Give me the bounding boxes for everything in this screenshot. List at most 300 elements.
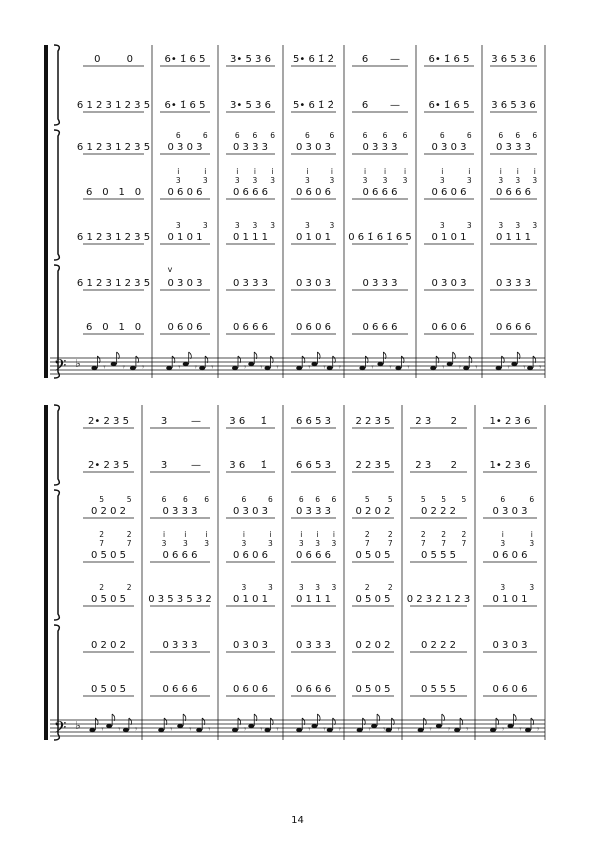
chord-number: 7 <box>461 539 467 548</box>
notation-text: 0 3 3 3 <box>233 142 268 153</box>
notation-text: 3 <box>160 460 168 471</box>
notation-text: 0 3 0 3 <box>492 640 528 651</box>
rest-symbol: 𝄾 <box>507 363 510 373</box>
rest-symbol: 𝄾 <box>243 725 247 735</box>
chord-number: i <box>177 167 180 176</box>
rest-symbol: 𝄾 <box>323 363 326 373</box>
chord-number: 3 <box>515 176 521 185</box>
rest-symbol: 𝄾 <box>207 725 211 735</box>
chord-number: 3 <box>267 539 273 548</box>
notation-text: 0 3 0 3 <box>296 278 331 289</box>
bass-note <box>511 362 517 366</box>
rest-symbol: 𝄾 <box>307 363 311 373</box>
notation-text: 0 1 1 1 <box>296 594 331 605</box>
notation-text: 0 6 6 6 <box>496 187 531 198</box>
chord-number: 6 <box>466 131 472 140</box>
chord-number: 6 <box>298 495 304 504</box>
notation-text: 0 3 3 3 <box>496 278 531 289</box>
notation-text: 0 3 3 3 <box>496 142 531 153</box>
bass-note <box>248 724 254 728</box>
bass-note <box>296 728 302 732</box>
rest-symbol: 𝄾 <box>323 725 326 735</box>
chord-number: 5 <box>387 495 393 504</box>
chord-number: 6 <box>439 131 445 140</box>
chord-number: i <box>468 167 471 176</box>
chord-number: i <box>530 530 533 539</box>
notation-text: 0 6 0 6 <box>431 322 467 333</box>
rest-symbol: 𝄾 <box>141 363 145 373</box>
rest-symbol: 𝄾 <box>368 725 371 735</box>
rest-symbol: 𝄾 <box>474 363 478 373</box>
bass-note <box>395 366 401 370</box>
bass-note <box>447 362 453 366</box>
chord-number: i <box>533 167 536 176</box>
chord-number: i <box>499 167 502 176</box>
bass-note <box>359 366 365 370</box>
chord-number: 3 <box>329 221 335 230</box>
chord-number: 6 <box>304 131 310 140</box>
notation-text: 0 6 0 6 <box>233 550 268 561</box>
chord-number: 5 <box>461 495 467 504</box>
notation-text: 0 5 5 5 <box>421 550 456 561</box>
notation-text: 0 5 0 5 <box>355 550 391 561</box>
notation-text: 0 5 0 5 <box>91 550 126 561</box>
rest-symbol: 𝄾 <box>458 363 461 373</box>
notation-text: 0 3 3 3 <box>362 278 398 289</box>
bass-note <box>311 724 317 728</box>
rest-symbol: 𝄾 <box>276 363 279 373</box>
notation-text: 0 6 0 6 <box>431 187 467 198</box>
chord-number: 3 <box>304 176 310 185</box>
chord-number: i <box>204 167 207 176</box>
bass-note <box>386 728 392 732</box>
rest-symbol: 𝄾 <box>194 363 197 373</box>
notation-text: 6• 1̇ 6 5 <box>428 100 470 111</box>
bass-note <box>89 728 95 732</box>
chord-number: 5 <box>99 495 105 504</box>
notation-text: 0 6 0 6 <box>296 187 331 198</box>
notation-text: 6• 1̇ 6 5 <box>428 54 470 65</box>
bass-note <box>166 366 172 370</box>
notation-text: 0 2 2 2 <box>421 640 456 651</box>
chord-number: 6 <box>252 131 258 140</box>
chord-number: 6 <box>267 495 273 504</box>
chord-number: 3 <box>515 221 521 230</box>
notation-text: 0 6 6 6 <box>296 684 331 695</box>
notation-text: 0 1 0 1 <box>431 232 467 243</box>
chord-number: 2̇ <box>126 530 132 539</box>
chord-number: 6 <box>204 495 210 504</box>
chord-number: 2̇ <box>420 530 426 539</box>
notation-text: 3 6 <box>229 416 246 427</box>
bass-note <box>91 366 97 370</box>
notation-text: 6 <box>361 100 369 111</box>
rest-symbol: 𝄾 <box>101 725 104 735</box>
rest-symbol: 𝄾 <box>260 363 263 373</box>
chord-number: 3 <box>270 176 275 185</box>
chord-number: 3 <box>439 221 445 230</box>
chord-number: 6 <box>270 131 275 140</box>
chord-number: 6 <box>329 131 335 140</box>
instrument-bracket <box>54 405 59 485</box>
notation-text: 0 6 0 6 <box>492 684 528 695</box>
chord-number: 2̇ <box>461 530 467 539</box>
notation-text: 3 <box>160 416 168 427</box>
chord-number: 3 <box>175 221 181 230</box>
rest-symbol: 𝄾 <box>429 725 432 735</box>
rest-symbol: 𝄾 <box>260 725 263 735</box>
notation-text: 0 <box>94 54 101 65</box>
chord-number: 3 <box>500 539 506 548</box>
notation-text: 5• 6 1̇ 2̇ <box>293 54 334 65</box>
chord-number: 6 <box>402 131 408 140</box>
chord-number: 7 <box>126 539 132 548</box>
bass-note <box>463 366 469 370</box>
bass-note <box>111 362 117 366</box>
bass-note <box>311 362 317 366</box>
notation-text: 0 2 0 2 <box>91 640 126 651</box>
notation-text: 2 3 <box>415 460 432 471</box>
notation-text: 0 3 3 3 <box>162 506 198 517</box>
notation-text: 0 6 6 6 <box>362 187 398 198</box>
notation-text: 0 <box>126 54 133 65</box>
notation-text: 0 6 6 6 <box>233 322 268 333</box>
chord-number: 3 <box>298 583 304 592</box>
notation-text: 3• 5 3 6 <box>230 100 271 111</box>
chord-number: 3 <box>202 221 208 230</box>
notation-text: 0 6 0 6 <box>492 550 528 561</box>
chord-number: 3 <box>298 539 304 548</box>
notation-text: 0 3 0 3 <box>296 142 331 153</box>
notation-text: — <box>191 416 201 427</box>
chord-number: i <box>242 530 245 539</box>
rest-symbol: 𝄾 <box>210 363 214 373</box>
bass-note <box>327 728 333 732</box>
notation-text: 6 <box>85 187 93 198</box>
notation-text: 0 6 1̇ 6 1̇ 6 5 <box>348 232 412 243</box>
notation-text: 0 1 0 1 <box>233 594 268 605</box>
bass-note <box>357 728 363 732</box>
chord-number: 3 <box>204 539 210 548</box>
rest-symbol: 𝄾 <box>134 725 138 735</box>
chord-number: 3 <box>182 539 188 548</box>
instrument-bracket <box>54 490 59 620</box>
notation-text: 1• 2 3 6 <box>489 416 531 427</box>
rest-symbol: 𝄾 <box>389 363 392 373</box>
chord-number: 2̇ <box>99 530 105 539</box>
rest-symbol: 𝄾 <box>397 725 400 735</box>
rest-symbol: 𝄾 <box>338 363 341 373</box>
rest-symbol: 𝄾 <box>519 725 522 735</box>
chord-number: 6 <box>515 131 521 140</box>
chord-number: i <box>271 167 274 176</box>
notation-text: 0 6 6 6 <box>296 550 331 561</box>
notation-text: 0 2 0 2 <box>91 506 126 517</box>
notation-text: — <box>390 54 400 65</box>
notation-text: 2 <box>450 460 457 471</box>
bass-note <box>496 366 502 370</box>
notation-text: 0 6 6 6 <box>162 684 198 695</box>
notation-text: 0 6 6 6 <box>362 322 398 333</box>
notation-text: 6 <box>85 322 93 333</box>
bass-note <box>265 366 271 370</box>
chord-number: 3 <box>466 176 472 185</box>
notation-text: 0 6 6 6 <box>496 322 531 333</box>
chord-number: i <box>383 167 387 176</box>
chord-number: 7 <box>420 539 426 548</box>
chord-number: 3 <box>175 176 181 185</box>
chord-number: 6 <box>529 495 535 504</box>
notation-text: 2 2 3 5 <box>355 416 391 427</box>
notation-text: 0 3 0 3 <box>233 506 268 517</box>
notation-text: 0 3 0 3 <box>233 640 268 651</box>
chord-number: 6 <box>234 131 240 140</box>
notation-text: 2 3 <box>415 416 432 427</box>
chord-number: 6 <box>532 131 538 140</box>
rest-symbol: 𝄾 <box>407 363 410 373</box>
notation-text: 3 6 5 3 6 <box>491 100 536 111</box>
notation-text: 0 5 0 5 <box>91 594 126 605</box>
chord-number: 6 <box>500 495 506 504</box>
notation-text: 0 2 2 2 <box>421 506 456 517</box>
bass-note <box>430 366 436 370</box>
chord-number: 6 <box>498 131 504 140</box>
notation-text: 0 3 0 3 <box>167 142 203 153</box>
notation-text: 1̇ <box>260 416 267 427</box>
notation-text: 0 3 0 3 <box>431 142 467 153</box>
notation-text: 1 <box>118 322 125 333</box>
rest-symbol: 𝄾 <box>501 725 505 735</box>
chord-number: i <box>184 530 187 539</box>
notation-text: 6 1 2 3 1 2 3 5 <box>76 278 151 289</box>
flat-sign-icon: ♭ <box>75 357 81 370</box>
chord-number: 3 <box>402 176 408 185</box>
bass-note <box>525 728 531 732</box>
chord-number: 3 <box>252 221 258 230</box>
chord-number: 3 <box>304 221 310 230</box>
rest-symbol: 𝄾 <box>307 725 311 735</box>
bass-note <box>248 362 254 366</box>
chord-number: 3 <box>267 583 273 592</box>
bass-note <box>527 366 533 370</box>
chord-number: 5 <box>126 495 132 504</box>
bass-clef-icon: 𝄢 <box>53 717 67 741</box>
chord-number: 3 <box>329 176 335 185</box>
bass-note <box>436 724 442 728</box>
notation-text: 6• 1̇ 6 5 <box>164 54 206 65</box>
notation-text: 6 <box>361 54 369 65</box>
rest-symbol: 𝄾 <box>523 363 526 373</box>
rest-symbol: 𝄾 <box>243 363 247 373</box>
chord-number: 3 <box>234 176 240 185</box>
notation-text: 1̇ <box>260 460 267 471</box>
rest-symbol: 𝄾 <box>371 363 374 373</box>
chord-number: 2 <box>387 583 393 592</box>
bass-note <box>158 728 164 732</box>
notation-text: 6 1 2 3 1 2 3 5 <box>76 100 151 111</box>
notation-text: 0 2 0 2 <box>355 640 391 651</box>
notation-text: 3• 5 3 6 <box>230 54 271 65</box>
instrument-bracket <box>54 45 59 125</box>
notation-text: 0 3 3 3 <box>296 506 331 517</box>
chord-number: 7 <box>387 539 393 548</box>
bass-note <box>106 724 112 728</box>
chord-number: 3 <box>331 539 337 548</box>
chord-number: 3 <box>331 583 337 592</box>
notation-text: 0 6 0 6 <box>167 322 203 333</box>
notation-text: 0 <box>102 187 109 198</box>
bass-note <box>371 724 377 728</box>
bass-note <box>232 366 238 370</box>
rest-symbol: 𝄾 <box>538 363 542 373</box>
bass-note <box>130 366 136 370</box>
notation-text: 0 <box>134 187 142 198</box>
bass-note <box>177 724 183 728</box>
chord-number: 3 <box>439 176 445 185</box>
bass-note <box>377 362 383 366</box>
chord-number: 6 <box>315 495 320 504</box>
chord-number: 6 <box>382 131 388 140</box>
notation-text: 0 <box>134 322 142 333</box>
notation-text: 2• 2 3 5 <box>88 416 129 427</box>
notation-text: 2 2 3 5 <box>355 460 391 471</box>
notation-text: 0 3 3 3 <box>362 142 398 153</box>
chord-number: 2 <box>99 583 105 592</box>
notation-text: 0 5 5 5 <box>421 684 456 695</box>
chord-number: 5 <box>420 495 426 504</box>
flat-sign-icon: ♭ <box>75 719 81 732</box>
bass-note <box>199 366 205 370</box>
chord-number: 3 <box>252 176 258 185</box>
chord-number: 2̇ <box>364 530 370 539</box>
notation-text: 0 2 3 2 1 2 3 <box>406 594 471 605</box>
notation-text: 6• 1̇ 6 5 <box>164 100 206 111</box>
chord-number: 7 <box>441 539 446 548</box>
chord-number: i <box>205 530 208 539</box>
bass-note <box>196 728 202 732</box>
chord-number: i <box>332 530 335 539</box>
chord-number: 2̇ <box>441 530 446 539</box>
notation-text: 0 1 0 1 <box>296 232 331 243</box>
chord-number: i <box>236 167 239 176</box>
chord-number: 6 <box>202 131 208 140</box>
chord-number: 3 <box>498 176 504 185</box>
rest-symbol: 𝄾 <box>465 725 469 735</box>
chord-number: 3 <box>270 221 275 230</box>
chord-number: i <box>363 167 367 176</box>
chord-number: i <box>300 530 303 539</box>
chord-number: 3 <box>315 539 320 548</box>
notation-text: 2• 2 3 5 <box>88 460 129 471</box>
notation-text: 0 3 0 3 <box>492 506 528 517</box>
rest-symbol: 𝄾 <box>441 363 445 373</box>
chord-number: 3 <box>161 539 167 548</box>
rest-symbol: 𝄾 <box>276 725 279 735</box>
bass-note <box>327 366 333 370</box>
chord-number: 3 <box>382 176 388 185</box>
rest-symbol: 𝄾 <box>188 725 192 735</box>
chord-number: 3 <box>529 539 535 548</box>
rest-symbol: 𝄾 <box>536 725 540 735</box>
chord-number: 3 <box>498 221 504 230</box>
notation-text: 6 6 5 3 <box>296 416 331 427</box>
notation-text: 3 6 5 3 6 <box>491 54 536 65</box>
notation-text: 0 1 1 1 <box>496 232 531 243</box>
bass-note <box>508 724 514 728</box>
chord-number: i <box>403 167 407 176</box>
rest-symbol: 𝄾 <box>382 725 386 735</box>
chord-number: 3 <box>466 221 472 230</box>
rest-symbol: 𝄾 <box>338 725 341 735</box>
page-number: 14 <box>291 815 304 826</box>
bass-note <box>418 728 424 732</box>
chord-number: 3 <box>532 176 538 185</box>
bass-clef-icon: 𝄢 <box>53 355 67 379</box>
notation-text: 0 3 3 3 <box>233 278 268 289</box>
notation-text: 6 6 5 3 <box>296 460 331 471</box>
notation-text: 0 3 5 3 5 3 2 <box>148 594 212 605</box>
chord-number: 7 <box>364 539 370 548</box>
notation-text: 0 1 0 1 <box>167 232 203 243</box>
notation-text: 0 3 0 3 <box>431 278 467 289</box>
bass-note <box>232 728 238 732</box>
chord-number: 3 <box>362 176 368 185</box>
bass-note <box>123 728 129 732</box>
notation-text: 6 1 2 3 1 2 3 5 <box>76 142 151 153</box>
notation-text: 0 5 0 5 <box>355 684 391 695</box>
chord-number: 6 <box>161 495 167 504</box>
notation-text: 1• 2 3 6 <box>489 460 531 471</box>
notation-text: 0 5 0 5 <box>355 594 391 605</box>
notation-text: 0 6 0 6 <box>167 187 203 198</box>
chord-number: 6 <box>241 495 247 504</box>
chord-number: i <box>253 167 256 176</box>
rest-symbol: 𝄾 <box>169 725 173 735</box>
notation-text: 1 <box>118 187 125 198</box>
rest-symbol: 𝄾 <box>122 363 125 373</box>
chord-number: 3 <box>241 539 247 548</box>
chord-number: 3 <box>315 583 320 592</box>
notation-text: 0 6 6 6 <box>162 550 198 561</box>
chord-number: i <box>330 167 333 176</box>
bass-note <box>454 728 460 732</box>
notation-text: — <box>390 100 400 111</box>
notation-text: 0 1 1 1 <box>233 232 268 243</box>
instrument-bracket <box>54 130 59 260</box>
notation-text: 2 <box>450 416 457 427</box>
chord-number: 7 <box>99 539 105 548</box>
notation-text: 0 5 0 5 <box>91 684 126 695</box>
notation-text: 5• 6 1̇ 2̇ <box>293 100 334 111</box>
notation-text: 0 3 0 3 <box>167 278 203 289</box>
notation-text: 0 6 0 6 <box>233 684 268 695</box>
chord-number: i <box>501 530 504 539</box>
notation-text: 3 6 <box>229 460 246 471</box>
rest-symbol: 𝄾 <box>117 725 121 735</box>
notation-text: 0 6 0 6 <box>296 322 331 333</box>
chord-number: 3 <box>234 221 240 230</box>
chord-number: i <box>441 167 444 176</box>
chord-number: 5 <box>441 495 446 504</box>
chord-number: i <box>516 167 519 176</box>
chord-number: 6 <box>331 495 337 504</box>
notation-text: 0 1 0 1 <box>492 594 528 605</box>
chord-number: i <box>316 530 319 539</box>
notation-text: — <box>191 460 201 471</box>
chord-number: 6 <box>182 495 188 504</box>
bass-note <box>183 362 189 366</box>
bass-note <box>265 728 271 732</box>
